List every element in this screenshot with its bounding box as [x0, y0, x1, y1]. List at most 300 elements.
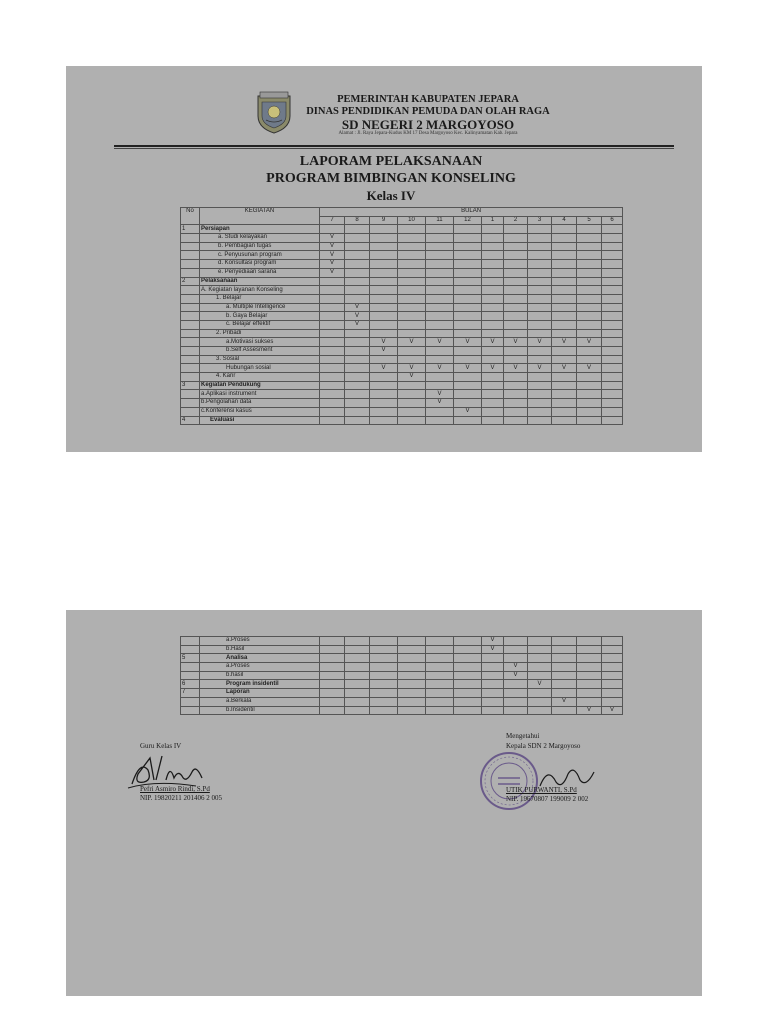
table-row: [181, 294, 623, 303]
month-cell: [482, 373, 504, 382]
month-cell: [426, 268, 454, 277]
row-number: 2: [181, 277, 200, 286]
month-cell: [426, 689, 454, 698]
activity-label: b.Hasil: [200, 645, 320, 654]
month-cell: [528, 407, 552, 416]
activity-label: b.Insidentil: [200, 706, 320, 715]
month-cell: [482, 320, 504, 329]
month-cell: [454, 294, 482, 303]
table-row: [181, 329, 623, 338]
month-cell: [504, 320, 528, 329]
month-cell: [504, 225, 528, 234]
month-cell: [398, 355, 426, 364]
principal-name: UTIK PURWANTI, S.Pd: [506, 786, 577, 794]
month-cell: [602, 373, 623, 382]
row-number: [181, 234, 200, 243]
check-mark: V: [320, 260, 345, 269]
month-header: 8: [345, 216, 370, 225]
month-cell: [482, 680, 504, 689]
check-mark: V: [320, 268, 345, 277]
header-no: No: [181, 208, 200, 225]
check-mark: V: [504, 364, 528, 373]
check-mark: V: [345, 312, 370, 321]
month-cell: [320, 390, 345, 399]
check-mark: V: [320, 242, 345, 251]
month-cell: [426, 637, 454, 646]
month-cell: [482, 654, 504, 663]
month-cell: [577, 329, 602, 338]
teacher-role: Guru Kelas IV: [140, 742, 182, 750]
month-cell: [528, 697, 552, 706]
month-cell: [602, 663, 623, 672]
month-cell: [320, 347, 345, 356]
month-cell: [320, 303, 345, 312]
row-number: [181, 286, 200, 295]
check-mark: V: [528, 338, 552, 347]
activity-label: c. Belajar effektif: [200, 320, 320, 329]
month-cell: [345, 234, 370, 243]
month-cell: [552, 637, 577, 646]
school-name: SD NEGERI 2 MARGOYOSO: [341, 117, 515, 132]
month-cell: [320, 637, 345, 646]
month-cell: [370, 689, 398, 698]
activity-label: d. Konsultasi program: [200, 260, 320, 269]
row-number: [181, 312, 200, 321]
month-cell: [528, 320, 552, 329]
month-cell: [370, 329, 398, 338]
month-cell: [552, 399, 577, 408]
month-cell: [552, 294, 577, 303]
month-cell: [398, 303, 426, 312]
month-cell: [320, 225, 345, 234]
month-cell: [398, 706, 426, 715]
month-cell: [320, 364, 345, 373]
month-cell: [426, 355, 454, 364]
month-cell: [552, 663, 577, 672]
month-cell: [552, 329, 577, 338]
month-cell: [345, 399, 370, 408]
month-cell: [482, 303, 504, 312]
principal-nip: NIP. 19670807 199009 2 002: [506, 795, 589, 803]
activity-label: A. Kegiatan layanan Konseling: [200, 286, 320, 295]
month-cell: [528, 689, 552, 698]
month-cell: [454, 303, 482, 312]
month-cell: [482, 706, 504, 715]
activity-label: Evaluasi: [200, 416, 320, 425]
schedule-table-page2: [180, 636, 623, 715]
month-cell: [398, 329, 426, 338]
activity-label: Laporan: [200, 689, 320, 698]
month-cell: [552, 390, 577, 399]
row-number: [181, 663, 200, 672]
month-cell: [602, 654, 623, 663]
month-cell: [370, 407, 398, 416]
month-cell: [528, 416, 552, 425]
month-cell: [398, 407, 426, 416]
month-cell: [426, 312, 454, 321]
month-cell: [577, 381, 602, 390]
month-cell: [370, 355, 398, 364]
month-cell: [370, 286, 398, 295]
month-cell: [398, 654, 426, 663]
month-cell: [454, 706, 482, 715]
month-cell: [552, 312, 577, 321]
month-cell: [577, 286, 602, 295]
teacher-name: Pefri Asmiro Rindi, S.Pd: [140, 785, 210, 793]
row-number: 1: [181, 225, 200, 234]
table-row: [181, 407, 623, 416]
row-number: [181, 706, 200, 715]
month-cell: [552, 671, 577, 680]
month-cell: [552, 286, 577, 295]
month-cell: [454, 355, 482, 364]
month-header: 1: [482, 216, 504, 225]
month-cell: [454, 242, 482, 251]
activity-label: 1. Belajar: [200, 294, 320, 303]
month-cell: [528, 260, 552, 269]
month-cell: [528, 390, 552, 399]
month-cell: [528, 312, 552, 321]
table-row: [181, 242, 623, 251]
month-cell: [426, 277, 454, 286]
month-cell: [504, 234, 528, 243]
month-cell: [345, 706, 370, 715]
month-cell: [426, 373, 454, 382]
month-cell: [602, 242, 623, 251]
month-cell: [504, 407, 528, 416]
month-cell: [370, 637, 398, 646]
month-cell: [426, 303, 454, 312]
month-cell: [454, 663, 482, 672]
month-cell: [528, 303, 552, 312]
month-cell: [398, 234, 426, 243]
month-cell: [320, 286, 345, 295]
table-row: [181, 680, 623, 689]
month-cell: [528, 347, 552, 356]
month-cell: [426, 645, 454, 654]
month-cell: [398, 416, 426, 425]
check-mark: V: [482, 645, 504, 654]
month-cell: [426, 407, 454, 416]
month-cell: [602, 338, 623, 347]
month-cell: [528, 399, 552, 408]
month-cell: [528, 355, 552, 364]
month-cell: [528, 294, 552, 303]
table-row: [181, 303, 623, 312]
check-mark: V: [345, 303, 370, 312]
month-cell: [504, 286, 528, 295]
month-cell: [552, 303, 577, 312]
month-cell: [370, 277, 398, 286]
month-cell: [482, 697, 504, 706]
month-cell: [426, 286, 454, 295]
month-cell: [320, 355, 345, 364]
table-row: [181, 416, 623, 425]
month-cell: [454, 347, 482, 356]
month-cell: [602, 312, 623, 321]
check-mark: V: [528, 680, 552, 689]
month-cell: [320, 329, 345, 338]
check-mark: V: [320, 251, 345, 260]
month-cell: [577, 416, 602, 425]
month-cell: [577, 645, 602, 654]
check-mark: V: [504, 338, 528, 347]
check-mark: V: [552, 338, 577, 347]
month-cell: [482, 381, 504, 390]
activity-label: Pelaksanaan: [200, 277, 320, 286]
month-cell: [577, 697, 602, 706]
check-mark: V: [370, 338, 398, 347]
month-cell: [426, 381, 454, 390]
row-number: [181, 671, 200, 680]
month-cell: [370, 399, 398, 408]
month-cell: [577, 355, 602, 364]
row-number: 7: [181, 689, 200, 698]
check-mark: V: [552, 364, 577, 373]
month-cell: [454, 390, 482, 399]
month-cell: [320, 645, 345, 654]
row-number: 3: [181, 381, 200, 390]
month-cell: [577, 268, 602, 277]
month-cell: [482, 260, 504, 269]
table-row: [181, 637, 623, 646]
month-cell: [398, 251, 426, 260]
report-title-line1: LAPORAM PELAKSANAAN: [299, 154, 483, 169]
table-row: [181, 364, 623, 373]
month-cell: [345, 645, 370, 654]
month-cell: [426, 329, 454, 338]
month-cell: [345, 347, 370, 356]
month-cell: [482, 225, 504, 234]
table-row: [181, 286, 623, 295]
month-cell: [602, 364, 623, 373]
month-cell: [528, 242, 552, 251]
month-cell: [426, 242, 454, 251]
table-row: [181, 338, 623, 347]
month-cell: [528, 706, 552, 715]
month-cell: [320, 381, 345, 390]
month-cell: [504, 390, 528, 399]
month-cell: [528, 654, 552, 663]
month-cell: [482, 671, 504, 680]
table-row: [181, 355, 623, 364]
month-cell: [426, 697, 454, 706]
activity-label: 3. Sosial: [200, 355, 320, 364]
month-cell: [370, 697, 398, 706]
activity-label: b. Gaya Belajar: [200, 312, 320, 321]
month-cell: [320, 416, 345, 425]
document-page-2: [66, 610, 702, 996]
table-row: [181, 225, 623, 234]
month-cell: [552, 373, 577, 382]
month-cell: [398, 381, 426, 390]
month-cell: [345, 286, 370, 295]
month-cell: [370, 234, 398, 243]
month-cell: [602, 671, 623, 680]
table-row: [181, 671, 623, 680]
month-cell: [345, 697, 370, 706]
month-cell: [504, 294, 528, 303]
month-cell: [370, 373, 398, 382]
month-cell: [345, 663, 370, 672]
header-kegiatan: KEGIATAN: [200, 208, 320, 225]
month-cell: [577, 689, 602, 698]
row-number: [181, 347, 200, 356]
month-cell: [528, 645, 552, 654]
month-cell: [482, 399, 504, 408]
row-number: [181, 399, 200, 408]
check-mark: V: [426, 399, 454, 408]
month-cell: [504, 697, 528, 706]
row-number: [181, 268, 200, 277]
month-cell: [370, 381, 398, 390]
month-cell: [370, 294, 398, 303]
table-row: [181, 663, 623, 672]
month-header: 7: [320, 216, 345, 225]
month-cell: [482, 251, 504, 260]
month-cell: [482, 277, 504, 286]
month-cell: [528, 251, 552, 260]
month-cell: [426, 706, 454, 715]
month-header: 4: [552, 216, 577, 225]
month-cell: [552, 320, 577, 329]
month-cell: [345, 654, 370, 663]
month-cell: [577, 637, 602, 646]
activity-label: b.Pengolahan data: [200, 399, 320, 408]
month-cell: [552, 225, 577, 234]
month-cell: [454, 654, 482, 663]
activity-label: Hubungan sosial: [200, 364, 320, 373]
month-cell: [602, 286, 623, 295]
month-cell: [482, 329, 504, 338]
activity-label: e. Penyediaan sarana: [200, 268, 320, 277]
month-cell: [602, 329, 623, 338]
row-number: 6: [181, 680, 200, 689]
check-mark: V: [370, 347, 398, 356]
table-row: [181, 260, 623, 269]
month-header: 6: [602, 216, 623, 225]
month-cell: [552, 242, 577, 251]
month-cell: [528, 268, 552, 277]
check-mark: V: [528, 364, 552, 373]
month-cell: [454, 373, 482, 382]
month-cell: [552, 654, 577, 663]
month-cell: [504, 277, 528, 286]
month-cell: [602, 645, 623, 654]
month-cell: [602, 294, 623, 303]
activity-label: a.Aplikasi instrument: [200, 390, 320, 399]
month-cell: [504, 680, 528, 689]
table-row: [181, 689, 623, 698]
activity-label: Persiapan: [200, 225, 320, 234]
month-cell: [504, 416, 528, 425]
month-cell: [345, 260, 370, 269]
month-cell: [370, 416, 398, 425]
check-mark: V: [345, 320, 370, 329]
month-cell: [577, 663, 602, 672]
table-row: [181, 399, 623, 408]
month-cell: [528, 637, 552, 646]
acknowledged-label: Mengetahui: [506, 732, 540, 740]
check-mark: V: [370, 364, 398, 373]
month-cell: [504, 251, 528, 260]
table-row: [181, 277, 623, 286]
month-cell: [370, 251, 398, 260]
month-cell: [504, 329, 528, 338]
table-row: [181, 390, 623, 399]
month-cell: [454, 689, 482, 698]
month-cell: [602, 697, 623, 706]
month-cell: [426, 416, 454, 425]
month-cell: [602, 407, 623, 416]
table-row: [181, 268, 623, 277]
school-address: Alamat : Jl. Raya Jepara-Kudus KM 17 Desa Margoyoso Kec. Kalinyamatan Kab. Jepara: [338, 131, 518, 136]
month-cell: [370, 645, 398, 654]
month-cell: [602, 637, 623, 646]
month-cell: [454, 671, 482, 680]
month-cell: [602, 277, 623, 286]
month-header: 10: [398, 216, 426, 225]
activity-label: a.Berkala: [200, 697, 320, 706]
month-cell: [398, 637, 426, 646]
month-cell: [602, 381, 623, 390]
month-cell: [320, 706, 345, 715]
row-number: [181, 260, 200, 269]
month-cell: [320, 294, 345, 303]
month-cell: [454, 286, 482, 295]
month-cell: [398, 663, 426, 672]
row-number: [181, 407, 200, 416]
month-cell: [370, 706, 398, 715]
month-cell: [482, 663, 504, 672]
month-cell: [398, 294, 426, 303]
month-cell: [398, 689, 426, 698]
month-cell: [454, 320, 482, 329]
month-cell: [398, 260, 426, 269]
month-cell: [345, 225, 370, 234]
month-cell: [398, 390, 426, 399]
month-cell: [426, 663, 454, 672]
activity-label: Analisa: [200, 654, 320, 663]
month-cell: [528, 225, 552, 234]
month-cell: [482, 416, 504, 425]
row-number: 5: [181, 654, 200, 663]
activity-label: c. Penyusunan program: [200, 251, 320, 260]
check-mark: V: [504, 663, 528, 672]
month-cell: [602, 268, 623, 277]
month-cell: [426, 347, 454, 356]
month-cell: [577, 225, 602, 234]
month-cell: [602, 303, 623, 312]
month-cell: [426, 225, 454, 234]
month-cell: [577, 347, 602, 356]
month-cell: [482, 234, 504, 243]
month-cell: [504, 312, 528, 321]
month-cell: [454, 234, 482, 243]
month-cell: [398, 268, 426, 277]
month-cell: [504, 347, 528, 356]
month-cell: [552, 407, 577, 416]
month-cell: [320, 697, 345, 706]
month-cell: [504, 260, 528, 269]
month-cell: [504, 268, 528, 277]
check-mark: V: [602, 706, 623, 715]
month-cell: [602, 347, 623, 356]
month-cell: [398, 399, 426, 408]
month-cell: [552, 680, 577, 689]
month-cell: [454, 381, 482, 390]
letterhead-divider-thin: [114, 148, 674, 149]
